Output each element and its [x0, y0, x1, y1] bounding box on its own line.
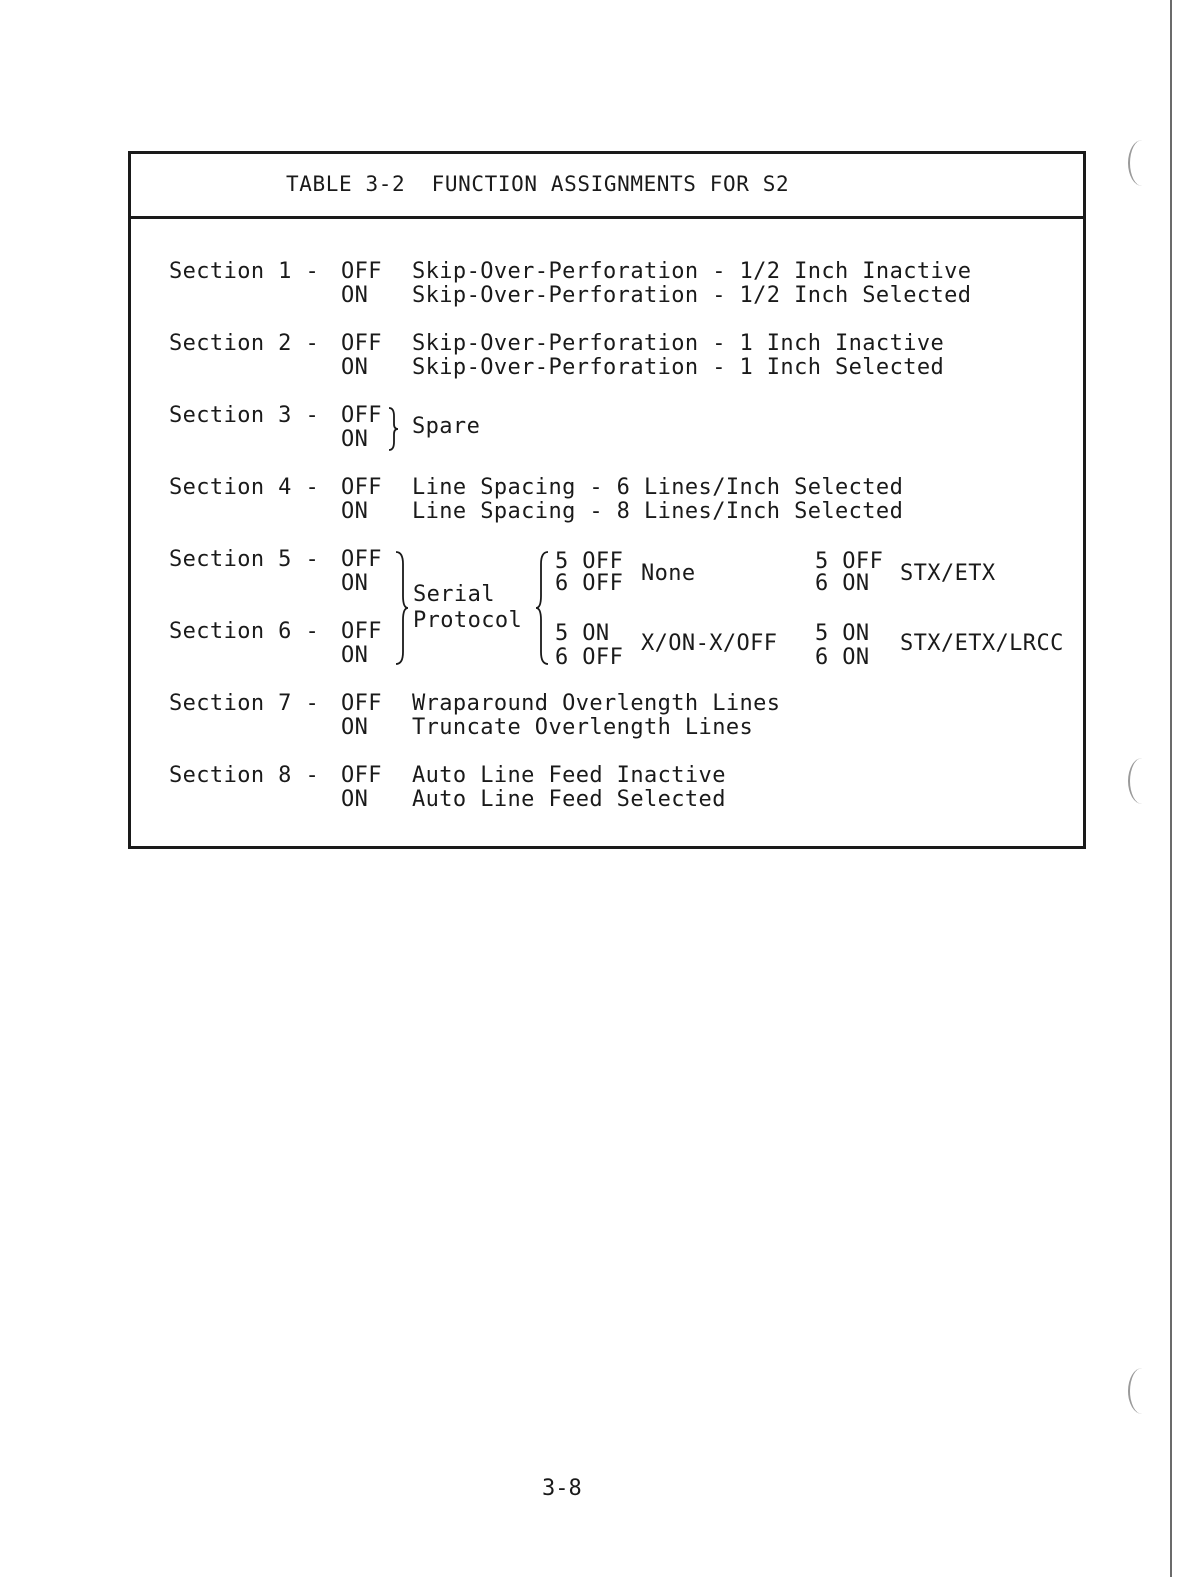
protocol-stx-etx-name: STX/ETX — [900, 561, 996, 586]
section-3-label: Section 3 - — [169, 403, 320, 428]
protocol-xon-xoff-s6: 6 OFF — [555, 645, 624, 670]
section-5-on: ON — [341, 571, 369, 596]
serial-protocol-label-line1: Serial — [413, 582, 495, 607]
section-7-on-desc: Truncate Overlength Lines — [412, 715, 754, 740]
section-5-off: OFF — [341, 547, 382, 572]
protocol-stx-etx-s6: 6 ON — [815, 571, 870, 596]
binder-hole-middle — [1128, 758, 1156, 804]
protocol-xon-xoff-name: X/ON-X/OFF — [641, 631, 778, 656]
section-2-off-desc: Skip-Over-Perforation - 1 Inch Inactive — [412, 331, 945, 356]
serial-protocol-label-line2: Protocol — [413, 608, 523, 633]
section-7-off-desc: Wraparound Overlength Lines — [412, 691, 781, 716]
section-6-label: Section 6 - — [169, 619, 320, 644]
section-6-on: ON — [341, 643, 369, 668]
section-1-label: Section 1 - — [169, 259, 320, 284]
section-8-off: OFF — [341, 763, 382, 788]
function-assignments-table — [128, 151, 1086, 849]
section-4-off-desc: Line Spacing - 6 Lines/Inch Selected — [412, 475, 904, 500]
section-2-on-desc: Skip-Over-Perforation - 1 Inch Selected — [412, 355, 945, 380]
binder-hole-top — [1128, 140, 1156, 186]
section-4-label: Section 4 - — [169, 475, 320, 500]
section-8-on-desc: Auto Line Feed Selected — [412, 787, 726, 812]
serial-protocol-left-brace — [393, 550, 409, 666]
section-7-on: ON — [341, 715, 369, 740]
section-4-on: ON — [341, 499, 369, 524]
protocol-xon-xoff-s5: 5 ON — [555, 621, 610, 646]
section-4-on-desc: Line Spacing - 8 Lines/Inch Selected — [412, 499, 904, 524]
section-6-off: OFF — [341, 619, 382, 644]
section-4-off: OFF — [341, 475, 382, 500]
section-8-off-desc: Auto Line Feed Inactive — [412, 763, 726, 788]
section-7-off: OFF — [341, 691, 382, 716]
section-1-on-desc: Skip-Over-Perforation - 1/2 Inch Selected — [412, 283, 972, 308]
protocol-stx-etx-lrcc-name: STX/ETX/LRCC — [900, 631, 1064, 656]
protocol-none-s6: 6 OFF — [555, 571, 624, 596]
page-number: 3-8 — [542, 1476, 582, 1501]
serial-protocol-right-brace — [535, 550, 551, 666]
section-5-label: Section 5 - — [169, 547, 320, 572]
binder-hole-bottom — [1128, 1368, 1156, 1414]
protocol-stx-etx-s5: 5 OFF — [815, 549, 884, 574]
section-2-off: OFF — [341, 331, 382, 356]
section-1-off: OFF — [341, 259, 382, 284]
section-2-label: Section 2 - — [169, 331, 320, 356]
section-1-off-desc: Skip-Over-Perforation - 1/2 Inch Inactive — [412, 259, 972, 284]
protocol-none-s5: 5 OFF — [555, 549, 624, 574]
page-edge — [1170, 0, 1172, 1577]
protocol-none-name: None — [641, 561, 696, 586]
table-title: TABLE 3-2 FUNCTION ASSIGNMENTS FOR S2 — [286, 172, 790, 196]
section-3-on: ON — [341, 427, 369, 452]
protocol-stx-etx-lrcc-s5: 5 ON — [815, 621, 870, 646]
section-2-on: ON — [341, 355, 369, 380]
section-8-on: ON — [341, 787, 369, 812]
section-8-label: Section 8 - — [169, 763, 320, 788]
section-3-off: OFF — [341, 403, 382, 428]
section-3-desc: Spare — [412, 414, 481, 439]
section-1-on: ON — [341, 283, 369, 308]
section-7-label: Section 7 - — [169, 691, 320, 716]
table-header — [131, 154, 1083, 219]
section-3-brace — [387, 406, 399, 452]
protocol-stx-etx-lrcc-s6: 6 ON — [815, 645, 870, 670]
